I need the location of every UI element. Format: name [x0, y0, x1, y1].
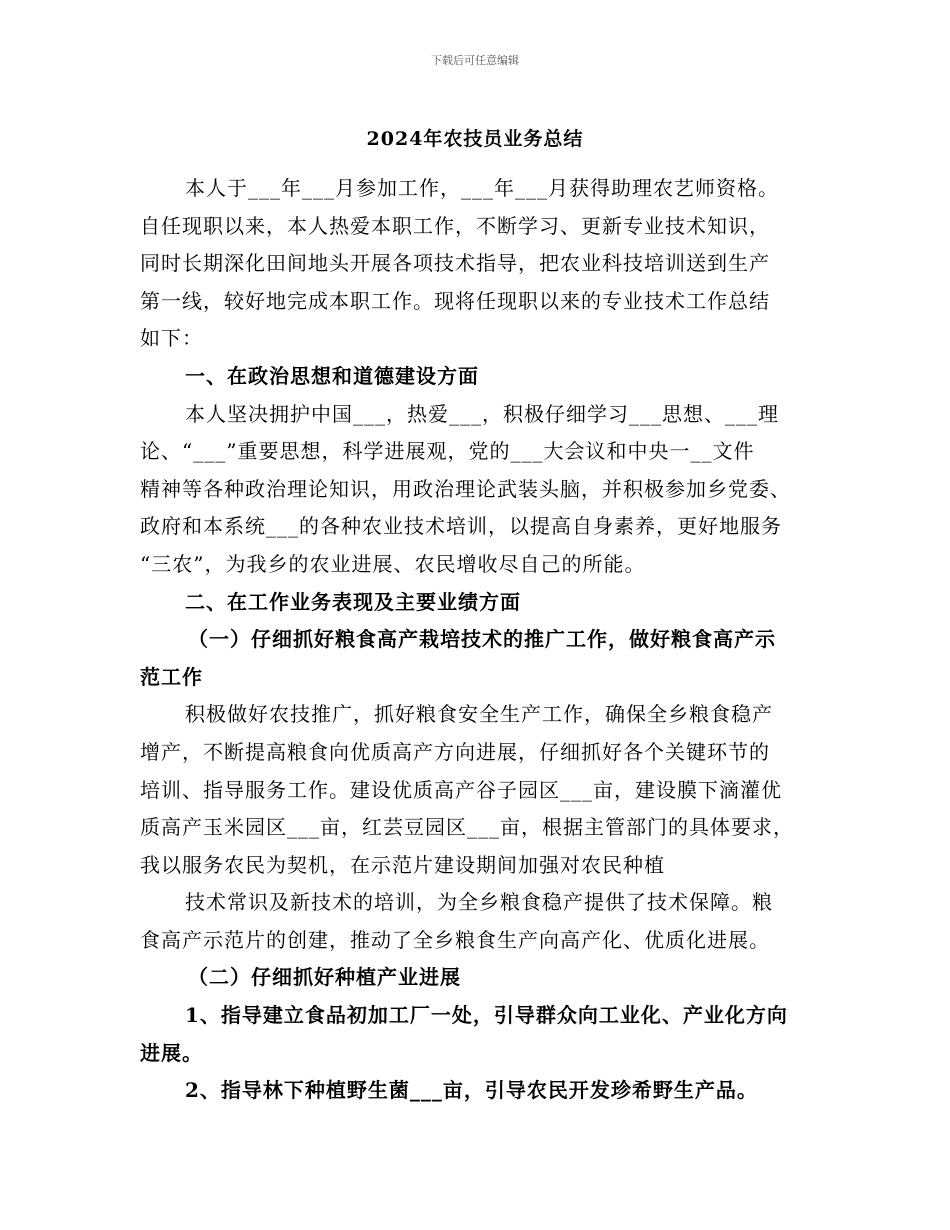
page-header: 下载后可任意编辑 — [431, 54, 519, 67]
text-line: 本人坚决拥护中国___，热爱___，积极仔细学习___思想、___理 — [185, 401, 779, 426]
text-line: 政府和本系统___的各种农业技术培训，以提高自身素养，更好地服务 — [140, 514, 782, 539]
text-line: “三农”，为我乡的农业进展、农民增收尽自己的所能。 — [140, 551, 646, 576]
text-line: 范工作 — [140, 664, 203, 689]
text-line: （二）仔细抓好种植产业进展 — [188, 965, 461, 990]
text-line: 本人于___年___月参加工作，___年___月获得助理农艺师资格。 — [185, 176, 779, 200]
text-line: 我以服务农民为契机，在示范片建设期间加强对农民种植 — [140, 852, 665, 877]
text-line: 进展。 — [140, 1040, 203, 1065]
text-line: 如下： — [140, 326, 203, 351]
document-body — [140, 170, 820, 1110]
text-line: 食高产示范片的创建，推动了全乡粮食生产向高产化、优质化进展。 — [140, 927, 770, 952]
text-line: 增产，不断提高粮食向优质高产方向进展，仔细抓好各个关键环节的 — [140, 739, 770, 764]
text-line: （一）仔细抓好粮食高产栽培技术的推广工作，做好粮食高产示 — [188, 627, 776, 652]
text-line: 培训、指导服务工作。建设优质高产谷子园区___亩，建设膜下滴灌优 — [140, 777, 782, 802]
text-line: 2、指导林下种植野生菌___亩，引导农民开发珍希野生产品。 — [185, 1078, 758, 1103]
text-line: 一、在政治思想和道德建设方面 — [185, 363, 479, 388]
text-line: 1、指导建立食品初加工厂一处，引导群众向工业化、产业化方向 — [185, 1003, 788, 1028]
text-line: 同时长期深化田间地头开展各项技术指导，把农业科技培训送到生产 — [140, 251, 770, 276]
text-line: 自任现职以来，本人热爱本职工作，不断学习、更新专业技术知识， — [140, 213, 770, 238]
text-line: 积极做好农技推广，抓好粮食安全生产工作，确保全乡粮食稳产 — [185, 702, 773, 727]
document-title: 2024年农技员业务总结 — [366, 128, 584, 150]
text-line: 质高产玉米园区___亩，红芸豆园区___亩，根据主管部门的具体要求， — [140, 815, 794, 840]
text-line: 二、在工作业务表现及主要业绩方面 — [185, 589, 521, 614]
text-line: 第一线，较好地完成本职工作。现将任现职以来的专业技术工作总结 — [140, 288, 770, 313]
text-line: 技术常识及新技术的培训，为全乡粮食稳产提供了技术保障。粮 — [185, 890, 773, 915]
text-line: 论、“___”重要思想，科学进展观，党的___大会议和中央一__文件 — [140, 439, 755, 464]
text-line: 精神等各种政治理论知识，用政治理论武装头脑，并积极参加乡党委、 — [140, 476, 791, 501]
